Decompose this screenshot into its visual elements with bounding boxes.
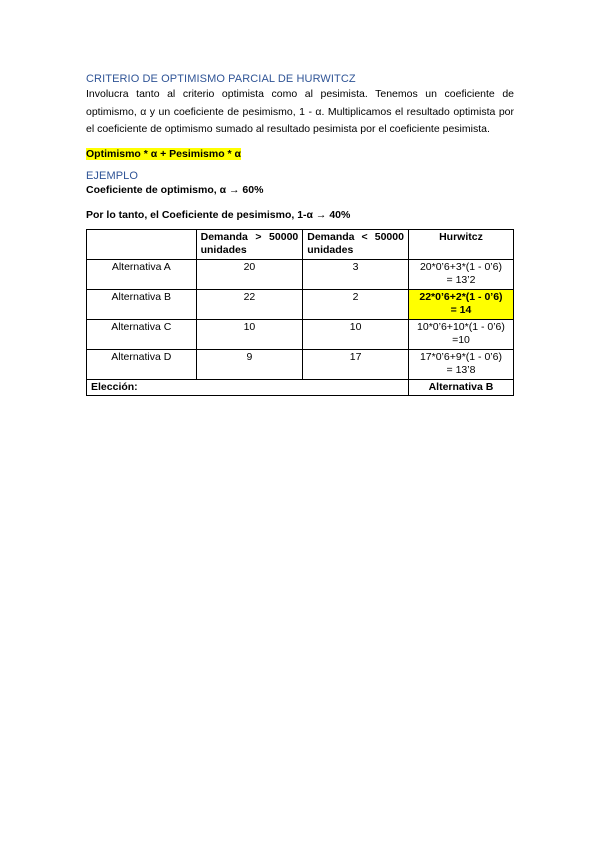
header-cell-demand-high: Demanda > 50000 unidades (196, 229, 303, 259)
example-heading: EJEMPLO (86, 169, 139, 182)
alt-cell: Alternativa A (87, 259, 197, 289)
hurwicz-formula: 22*0’6+2*(1 - 0’6) (419, 290, 503, 303)
table-row (87, 319, 514, 349)
table-row (87, 349, 514, 379)
low-demand-cell: 2 (303, 289, 409, 319)
hurwicz-cell-highlighted (408, 289, 513, 319)
election-label: Elección: (87, 379, 409, 396)
document-page (86, 72, 514, 396)
alt-cell: Alternativa C (87, 319, 197, 349)
hurwicz-result: = 14 (450, 304, 472, 316)
table-row (87, 289, 514, 319)
hurwicz-formula: 20*0’6+3*(1 - 0’6) (419, 260, 502, 273)
header-cell-empty (87, 229, 197, 259)
high-demand-cell: 22 (196, 289, 303, 319)
low-demand-cell: 10 (303, 319, 409, 349)
alt-cell: Alternativa B (87, 289, 197, 319)
high-demand-cell: 9 (196, 349, 303, 379)
high-demand-cell: 20 (196, 259, 303, 289)
high-demand-cell: 10 (196, 319, 303, 349)
alt-cell: Alternativa D (87, 349, 197, 379)
hurwicz-result: =10 (452, 334, 470, 346)
hurwicz-cell (408, 349, 513, 379)
hurwicz-cell (408, 319, 513, 349)
table-footer-row (87, 379, 514, 396)
hurwicz-cell (408, 259, 513, 289)
header-cell-demand-low: Demanda < 50000 unidades (303, 229, 409, 259)
intro-paragraph: Involucra tanto al criterio optimista como al pesimista. Tenemos un coeficiente de optimismo, α y un coeficiente de pesimismo, 1 - α. Multiplicamos el resultado optimista por el coeficiente de optimismo sumado al resultado pesimista por el coeficiente pesimista. (86, 88, 514, 135)
hurwicz-formula: 17*0’6+9*(1 - 0’6) (419, 350, 502, 363)
low-demand-cell: 3 (303, 259, 409, 289)
formula-text: Optimismo * α + Pesimismo * α (86, 147, 241, 160)
section-heading: CRITERIO DE OPTIMISMO PARCIAL DE HURWITCZ (86, 73, 356, 85)
hurwicz-table (86, 229, 514, 397)
election-value: Alternativa B (408, 379, 513, 396)
low-demand-cell: 17 (303, 349, 409, 379)
table-row (87, 259, 514, 289)
coef-pesimismo: Por lo tanto, el Coeficiente de pesimismo, 1-α → 40% (86, 208, 351, 221)
hurwicz-result: = 13’2 (446, 274, 476, 286)
header-cell-hurwicz: Hurwitcz (408, 229, 513, 259)
hurwicz-formula: 10*0’6+10*(1 - 0’6) (417, 320, 505, 333)
coef-optimismo: Coeficiente de optimismo, α → 60% (86, 183, 264, 196)
formula-line (86, 147, 514, 161)
hurwicz-result: = 13’8 (446, 364, 476, 376)
table-header-row (87, 229, 514, 259)
